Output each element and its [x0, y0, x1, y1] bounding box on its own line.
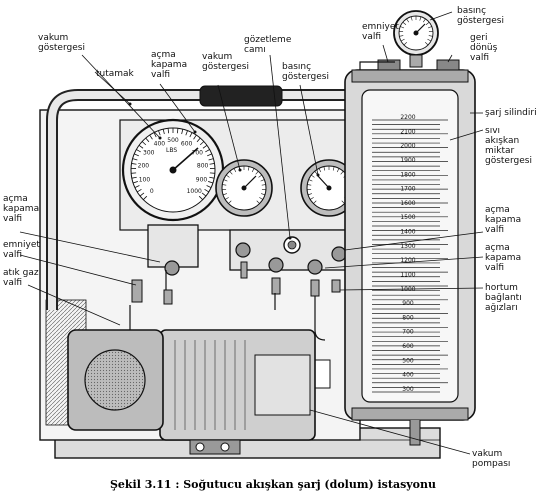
label-hortum-baglanti-agizlari: hortum bağlantı ağızları	[485, 283, 522, 313]
cylinder-scale-number: 2100	[400, 128, 416, 136]
figure-caption: Şekil 3.11 : Soğutucu akışkan şarj (dolum) istasyonu	[109, 478, 437, 491]
cylinder-scale-number: 300	[402, 386, 414, 393]
cylinder-scale-number: 1800	[400, 171, 416, 179]
cylinder-scale-number: 1500	[400, 214, 416, 222]
gauge-scale-number: 400	[153, 140, 166, 148]
cylinder-scale-number: 600	[402, 343, 414, 351]
label-basinc-gostergesi-mid: basınç göstergesi	[282, 62, 329, 82]
cylinder-scale-number: 900	[402, 300, 414, 308]
charging-cylinder	[345, 70, 475, 445]
cylinder-scale-number: 1000	[400, 285, 416, 293]
gauge-unit-text: LBS	[166, 147, 178, 154]
label-vakum-pompasi: vakum pompası	[472, 449, 511, 469]
cylinder-scale-number: 1300	[400, 242, 416, 250]
label-vakum-gostergesi-left: vakum göstergesi	[38, 33, 85, 53]
label-vakum-gostergesi-mid: vakum göstergesi	[202, 52, 249, 72]
label-gozetleme-cami: gözetleme camı	[244, 35, 292, 55]
cylinder-scale-number: 1100	[400, 271, 416, 279]
label-emniyet-valfi-left: emniyet valfi	[3, 240, 40, 260]
gauge-scale-number: 900	[195, 176, 208, 184]
cylinder-scale-number: 1400	[400, 228, 416, 236]
label-emniyet-valfi-top: emniyet valfi	[362, 22, 399, 42]
gauge-scale-number: 300	[143, 149, 155, 157]
gauge-scale-number: 600	[180, 140, 193, 148]
cylinder-scale-number: 500	[402, 357, 414, 365]
cylinder-scale-number: 800	[402, 314, 414, 322]
gauge-scale-number: 800	[196, 162, 209, 170]
cylinder-scale-number: 1900	[400, 156, 416, 164]
cylinder-scale-number: 1700	[400, 185, 416, 193]
gauge-scale-number: 200	[137, 162, 150, 170]
label-acma-kapama-valfi-right1: açma kapama valfi	[485, 205, 522, 235]
big-vacuum-gauge	[123, 120, 223, 220]
label-tutamak: tutamak	[96, 69, 134, 79]
cylinder-scale-number: 400	[402, 371, 414, 379]
label-acma-kapama-valfi-right2: açma kapama valfi	[485, 243, 522, 273]
mid-vacuum-gauge	[216, 160, 272, 216]
cylinder-scale-number: 1200	[400, 257, 416, 265]
cylinder-scale-number: 2200	[400, 114, 416, 121]
label-sarj-silindiri: şarj silindiri	[485, 108, 537, 118]
label-basinc-gostergesi-top: basınç göstergesi	[457, 6, 504, 26]
cylinder-scale-number: 2000	[400, 142, 416, 150]
gauge-scale-number: 500	[167, 137, 179, 144]
gauge-scale-number: 100	[138, 176, 151, 184]
gauge-scale-number: 0	[149, 188, 154, 196]
label-sivi-akiskan-miktar-gostergesi: sıvı akışkan miktar göstergesi	[485, 126, 532, 166]
cylinder-scale-number: 1600	[400, 199, 416, 207]
label-acma-kapama-valfi-top: açma kapama valfi	[151, 50, 188, 80]
gauge-scale-number: 1000	[186, 188, 202, 196]
label-atik-gaz-valfi: atık gaz valfi	[3, 268, 39, 288]
cylinder-scale-number: 700	[402, 328, 414, 336]
label-acma-kapama-valfi-left: açma kapama valfi	[3, 194, 40, 224]
gauge-scale-number: 700	[191, 149, 203, 157]
label-geri-donus-valfi: geri dönüş valfi	[470, 33, 498, 63]
